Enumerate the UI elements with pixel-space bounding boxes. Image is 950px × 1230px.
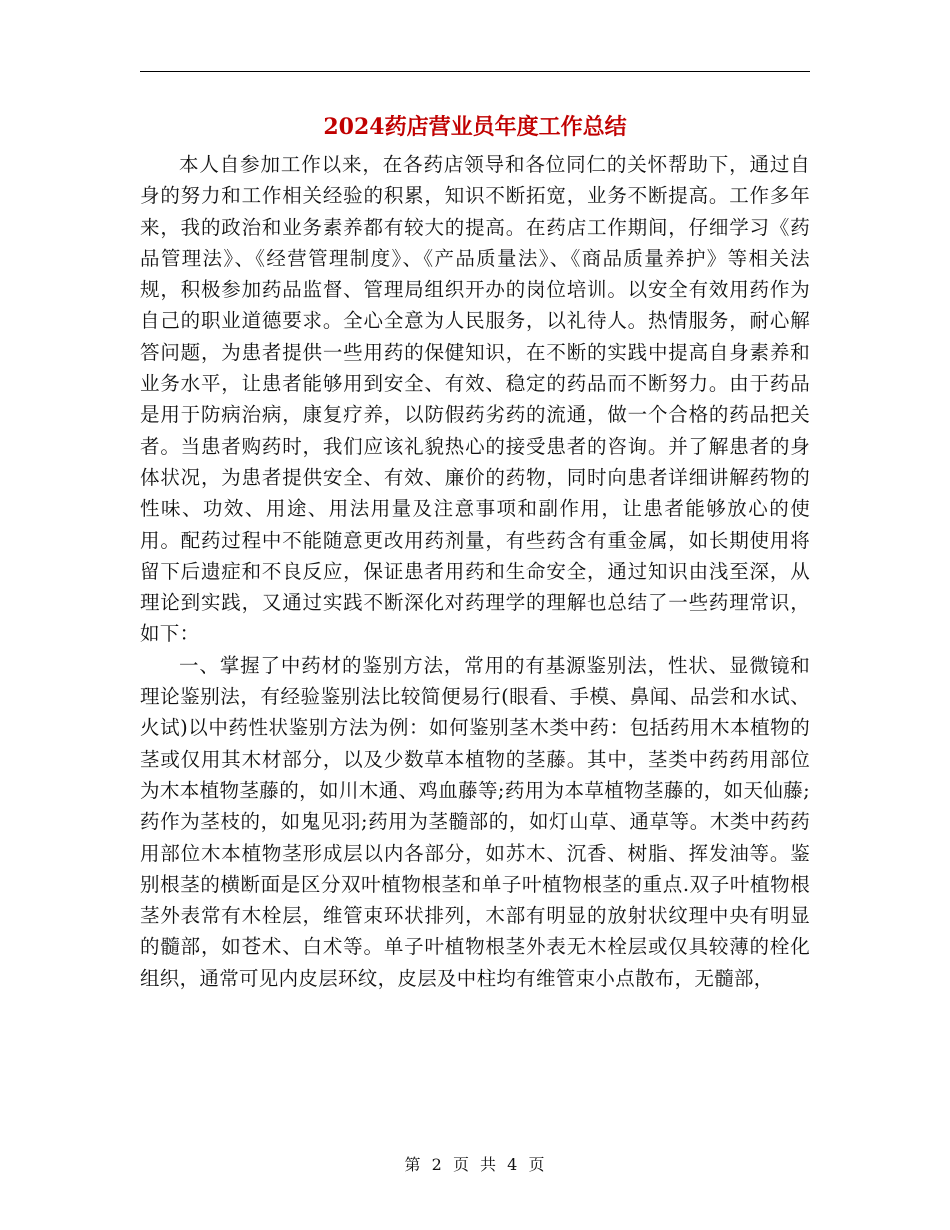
- footer-total-unit: 页: [528, 1155, 546, 1174]
- page-footer: [0, 1154, 950, 1176]
- header-rule: [140, 71, 810, 72]
- document-title: 2024药店营业员年度工作总结: [323, 114, 627, 140]
- footer-prefix: 第: [404, 1155, 422, 1174]
- paragraph-2: 一、掌握了中药材的鉴别方法，常用的有基源鉴别法，性状、显微镜和理论鉴别法，有经验鉴别法比较简便易行(眼看、手模、鼻闻、品尝和水试、火试)以中药性状鉴别方法为例：如何鉴别茎木类中药：包括药用木本植物的茎或仅用其木材部分，以及少数草本植物的茎藤。其中，茎类中药药用部位为木本植物茎藤的，如川木通、鸡血藤等;药用为本草植物茎藤的，如天仙藤;药作为茎枝的，如鬼见羽;药用为茎髓部的，如灯山草、通草等。木类中药药用部位木本植物茎形成层以内各部分，如苏木、沉香、树脂、挥发油等。鉴别根茎的横断面是区分双叶植物根茎和单子叶植物根茎的重点.双子叶植物根茎外表常有木栓层，维管束环状排列，木部有明显的放射状纹理中央有明显的髓部，如苍术、白术等。单子叶植物根茎外表无木栓层或仅具较薄的栓化组织，通常可见内皮层环纹，皮层及中柱均有维管束小点散布，无髓部，: [140, 653, 810, 990]
- paragraph-1: 本人自参加工作以来，在各药店领导和各位同仁的关怀帮助下，通过自身的努力和工作相关经验的积累，知识不断拓宽，业务不断提高。工作多年来，我的政治和业务素养都有较大的提高。在药店工作期间，仔细学习《药品管理法》、《经营管理制度》、《产品质量法》、《商品质量养护》等相关法规，积极参加药品监督、管理局组织开办的岗位培训。以安全有效用药作为自己的职业道德要求。全心全意为人民服务，以礼待人。热情服务，耐心解答问题，为患者提供一些用药的保健知识，在不断的实践中提高自身素养和业务水平，让患者能够用到安全、有效、稳定的药品而不断努力。由于药品是用于防病治病，康复疗养，以防假药劣药的流通，做一个合格的药品把关者。当患者购药时，我们应该礼貌热心的接受患者的咨询。并了解患者的身体状况，为患者提供安全、有效、廉价的药物，同时向患者详细讲解药物的性味、功效、用途、用法用量及注意事项和副作用，让患者能够放心的使用。配药过程中不能随意更改用药剂量，有些药含有重金属，如长期使用将留下后遗症和不良反应，保证患者用药和生命安全，通过知识由浅至深，从理论到实践，又通过实践不断深化对药理学的理解也总结了一些药理常识，如下：: [140, 153, 810, 646]
- footer-total-pages: 4: [507, 1155, 519, 1174]
- footer-page-unit: 页: [452, 1155, 470, 1174]
- footer-total-prefix: 共: [480, 1155, 498, 1174]
- document-body: [140, 149, 810, 994]
- footer-page-number: 2: [431, 1155, 443, 1174]
